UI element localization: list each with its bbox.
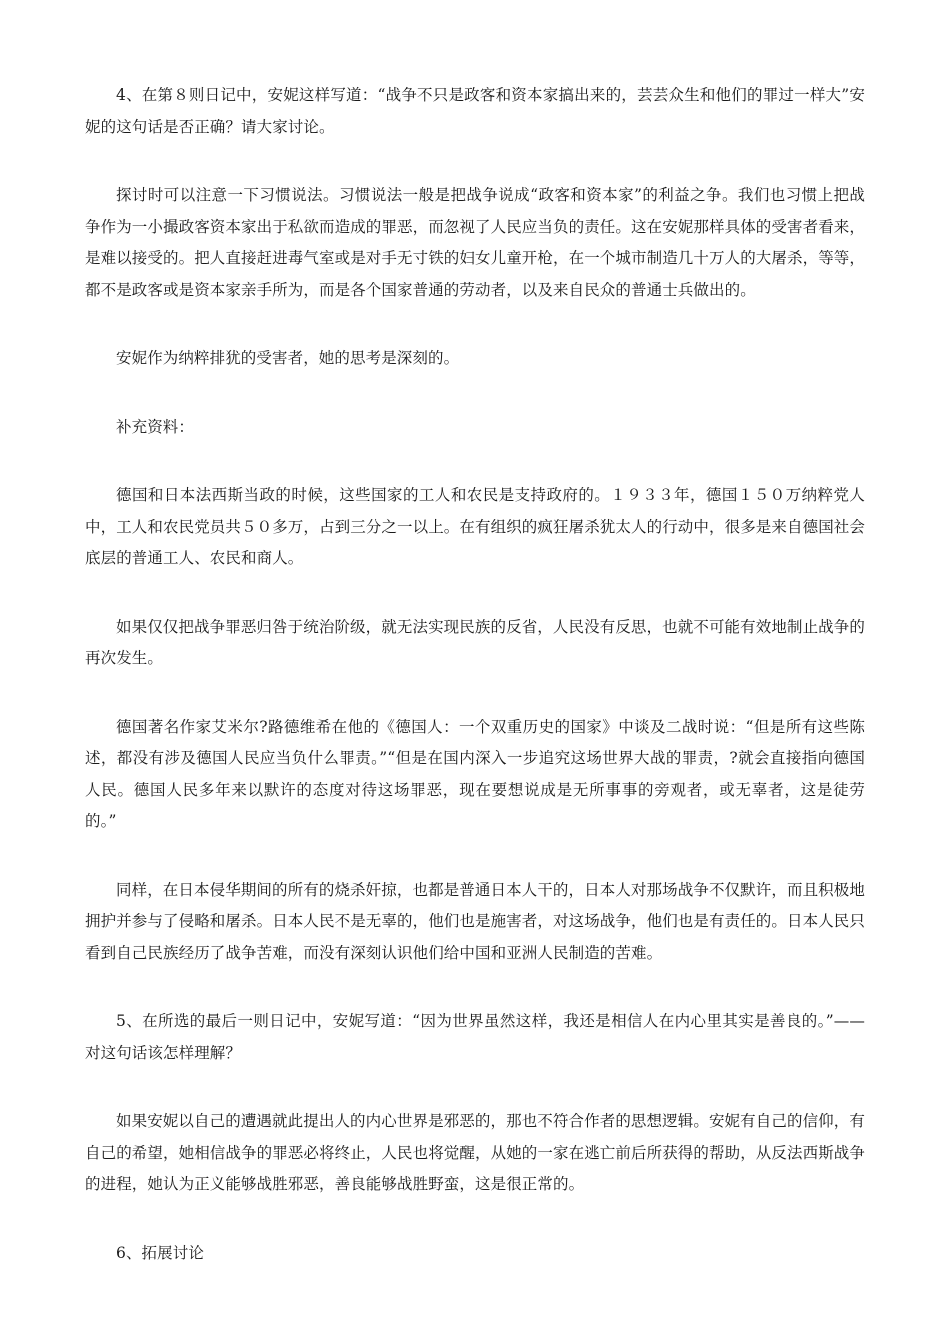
japan-invasion-paragraph: 同样，在日本侵华期间的所有的烧杀奸掠，也都是普通日本人干的，日本人对那场战争不仅默许，而且积极地拥护并参与了侵略和屠杀。日本人民不是无辜的，他们也是施害者，对这场战争，他们也是有责任的。日本人民只看到自己民族经历了战争苦难，而没有深刻认识他们给中国和亚洲人民制造的苦难。	[85, 880, 866, 962]
answer-5-paragraph: 如果安妮以自己的遭遇就此提出人的内心世界是邪恶的，那也不符合作者的思想逻辑。安妮有自己的信仰，有自己的希望，她相信战争的罪恶必将终止，人民也将觉醒，从她的一家在逃亡前后所获得的帮助，从反法西斯战争的进程，她认为正义能够战胜邪恶，善良能够战胜野蛮，这是很正常的。	[85, 1112, 866, 1193]
ruling-class-paragraph: 如果仅仅把战争罪恶归咎于统治阶级，就无法实现民族的反省，人民没有反思，也就不可能有效地制止战争的再次发生。	[85, 617, 865, 667]
germany-japan-paragraph: 德国和日本法西斯当政的时候，这些国家的工人和农民是支持政府的。１９３３年，德国１５０万纳粹党人中，工人和农民党员共５０多万，占到三分之一以上。在有组织的疯狂屠杀犹太人的行动中，很多是来自德国社会底层的普通工人、农民和商人。	[85, 486, 866, 567]
supplementary-heading: 补充资料：	[116, 417, 195, 436]
discussion-paragraph: 探讨时可以注意一下习惯说法。习惯说法一般是把战争说成“政客和资本家”的利益之争。我们也习惯上把战争作为一小撮政客资本家出于私欲而造成的罪恶，而忽视了人民应当负的责任。这在安妮那样具体的受害者看来，是难以接受的。把人直接赶进毒气室或是对手无寸铁的妇女儿童开枪，在一个城市制造几十万人的大屠杀，等等，都不是政客或是资本家亲手所为，而是各个国家普通的劳动者，以及来自民众的普通士兵做出的。	[85, 186, 866, 299]
question-4-paragraph: 4、在第８则日记中，安妮这样写道：“战争不只是政客和资本家搞出来的，芸芸众生和他们的罪过一样大”安妮的这句话是否正确？请大家讨论。	[85, 86, 865, 136]
ludwig-quote-paragraph: 德国著名作家艾米尔?路德维希在他的《德国人：一个双重历史的国家》中谈及二战时说：“但是所有这些陈述，都没有涉及德国人民应当负什么罪责。”“但是在国内深入一步追究这场世界大战的罪责，?就会直接指向德国人民。德国人民多年来以默许的态度对待这场罪恶，现在要想说成是无所事事的旁观者，或无辜者，这是徒劳的。”	[85, 717, 865, 830]
extension-discussion-heading: 6、拓展讨论	[116, 1243, 204, 1262]
document-page	[85, 80, 865, 1306]
anne-reflection-paragraph: 安妮作为纳粹排犹的受害者，她的思考是深刻的。	[116, 349, 460, 367]
question-5-paragraph: 5、在所选的最后一则日记中，安妮写道：“因为世界虽然这样，我还是相信人在内心里其实是善良的。”——对这句话该怎样理解？	[85, 1012, 865, 1062]
